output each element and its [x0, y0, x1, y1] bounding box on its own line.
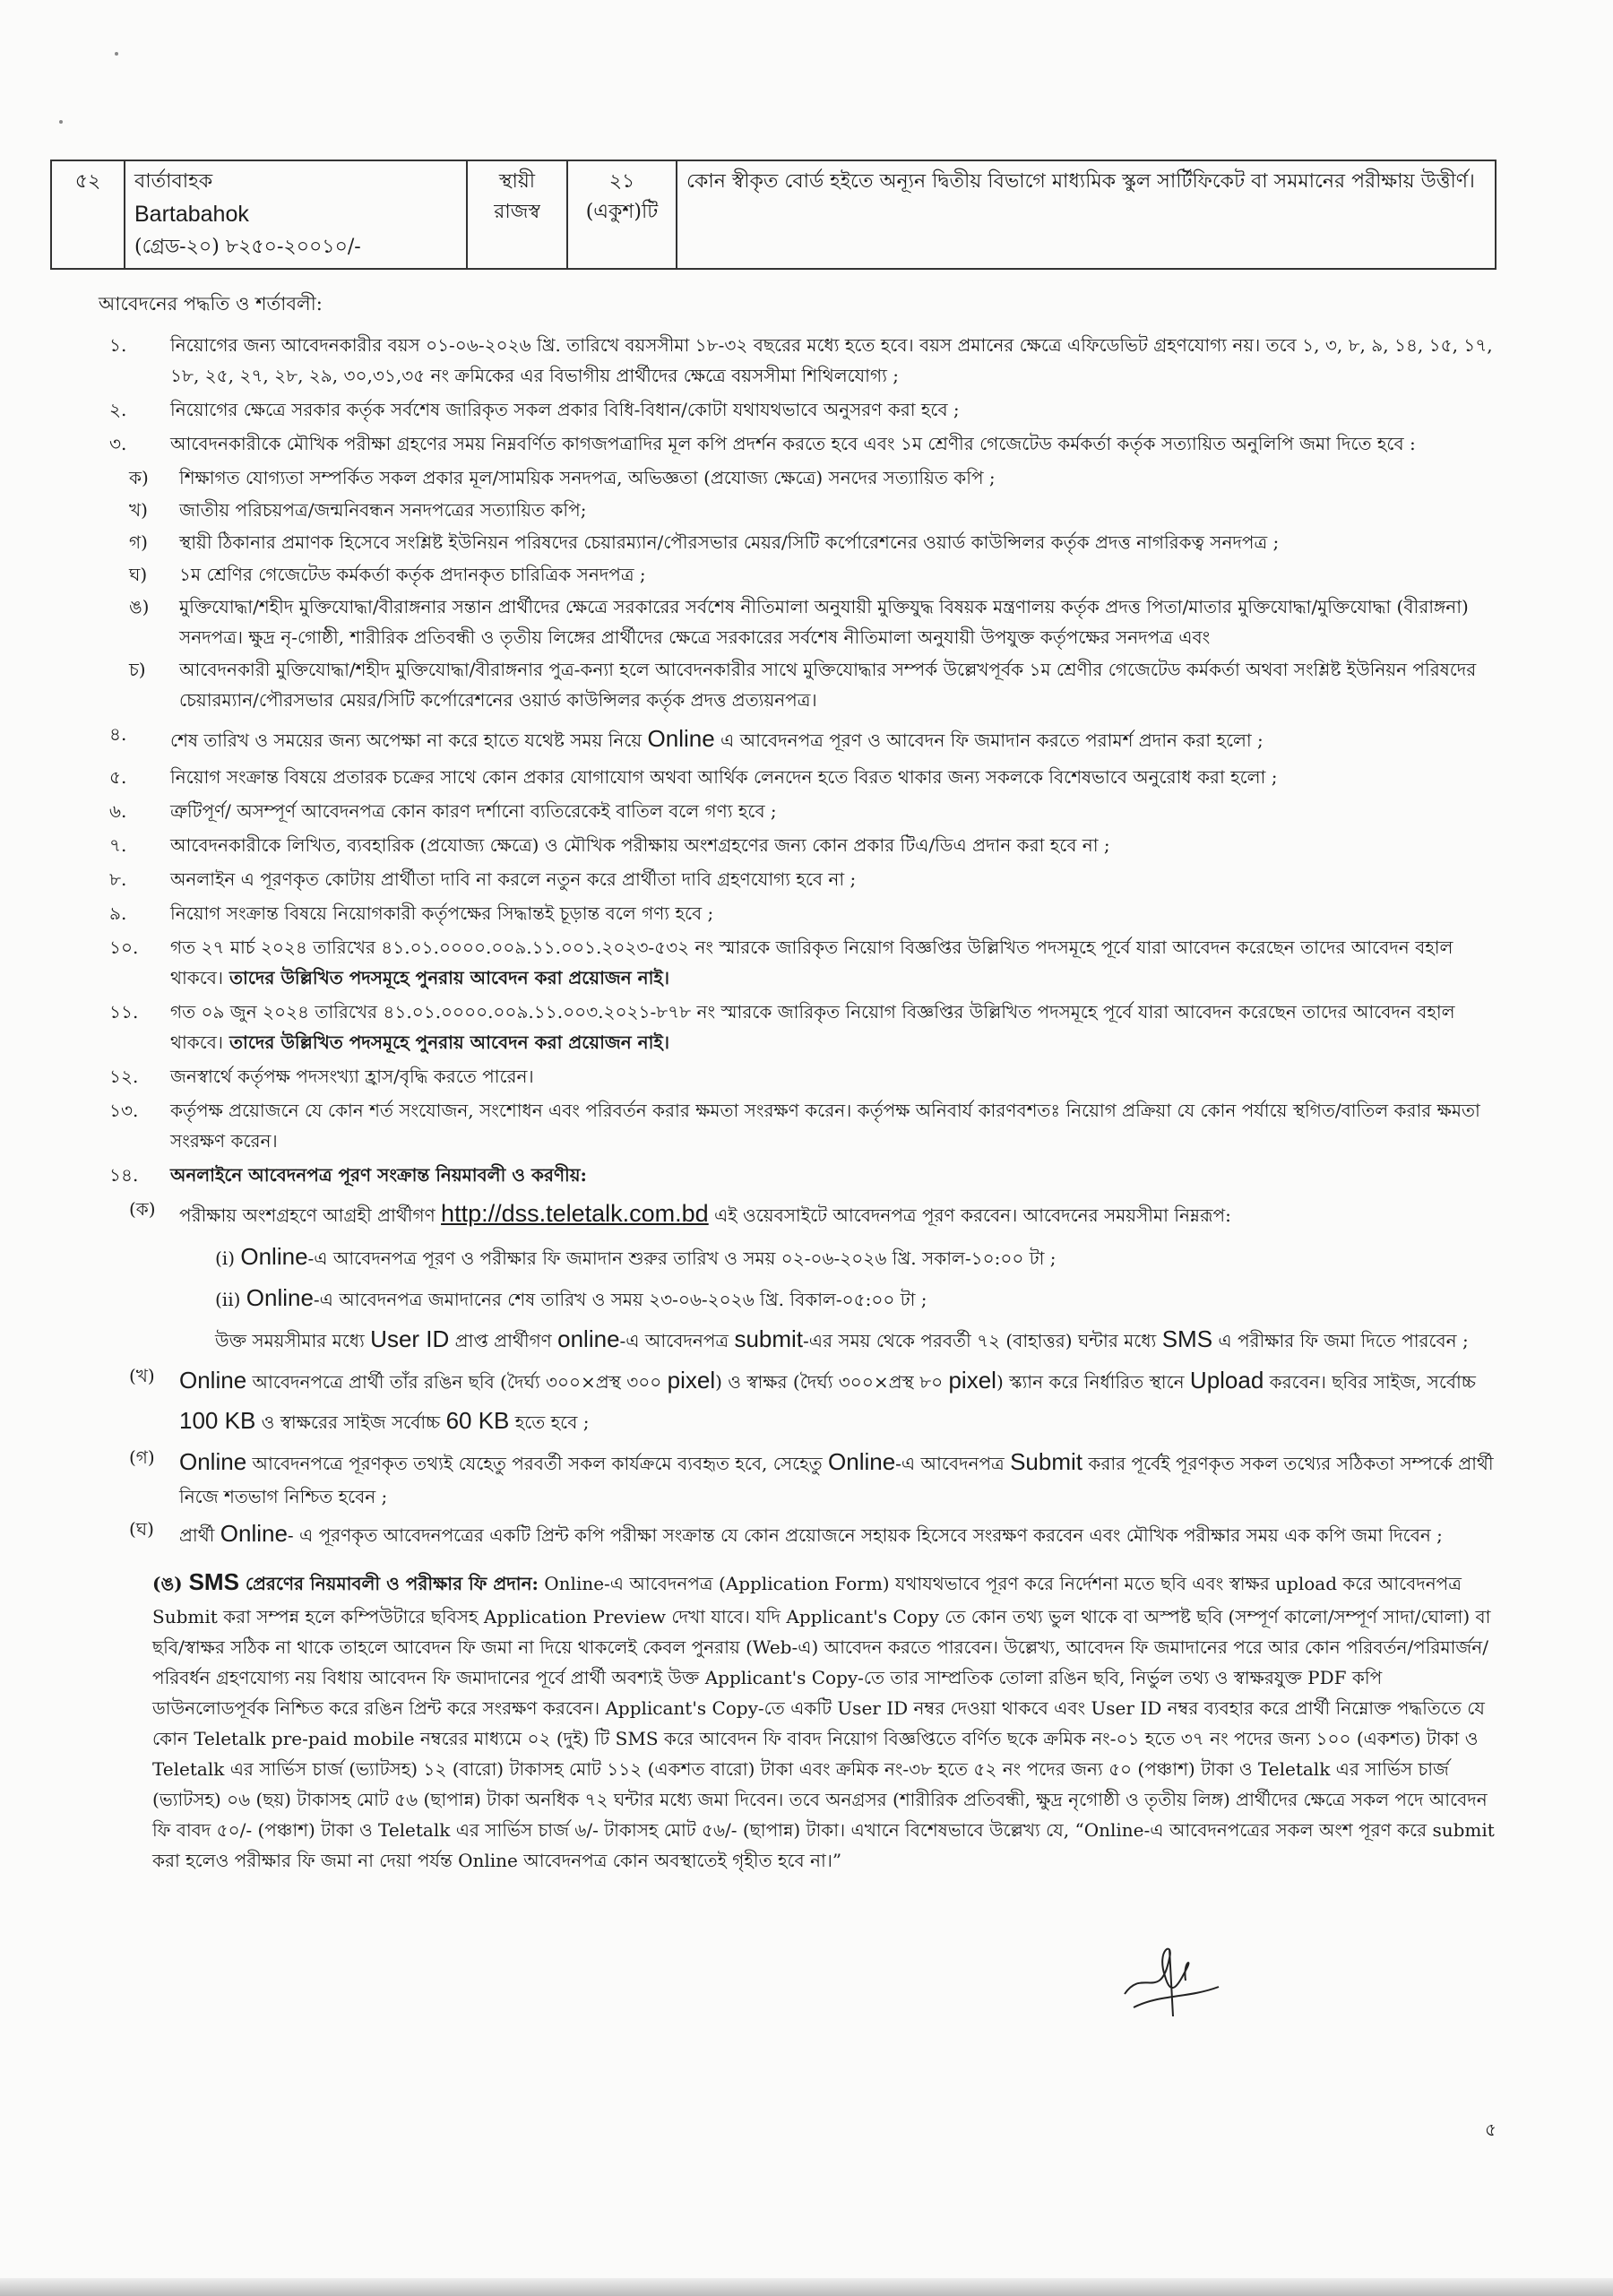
sms-term: SMS [1161, 1325, 1213, 1353]
condition-item [99, 428, 1497, 459]
post-table [50, 160, 1497, 270]
sub-text: করবেন। ছবির সাইজ, সর্বোচ্চ [1264, 1371, 1476, 1394]
sms-term: SMS [188, 1568, 239, 1596]
item-number: ২. [109, 398, 127, 420]
condition-item [99, 1095, 1497, 1156]
sub-text: প্রার্থী [179, 1523, 220, 1546]
item-text: গত ০৯ জুন ২০২৪ তারিখের ৪১.০১.০০০০.০০৯.১১.০০৩.২০২১-৮৭৮ নং স্মারকে জারিকৃত নিয়োগ বিজ্ঞপ্তির উল্লিখিত পদসমূহে পূর্বে যারা আবেদন করেছেন তাদের আবেদন বহাল থাকবে। [170, 1000, 1455, 1053]
online-term: Online [828, 1447, 896, 1475]
document-sub-item [99, 462, 1497, 493]
status-cell: স্থায়ী রাজস্ব [467, 160, 567, 269]
sub-text: -এ আবেদনপত্র [895, 1452, 1011, 1474]
submit-term: Submit [1010, 1447, 1083, 1475]
sms-title [183, 1573, 189, 1594]
item-title: অনলাইনে আবেদনপত্র পূরণ সংক্রান্ত নিয়মাবলী ও করণীয়: [170, 1163, 587, 1186]
item-number: ৩. [109, 432, 127, 454]
sub-text: পরীক্ষায় অংশগ্রহণে আগ্রহী প্রার্থীগণ [179, 1204, 442, 1226]
document-sub-item [99, 559, 1497, 590]
sub-text: আবেদনপত্রে প্রার্থী তাঁর রঙিন ছবি (দৈর্ঘ্য ৩০০×প্রস্থ ৩০০ [246, 1371, 668, 1394]
schedule-mark: (ii) [215, 1288, 241, 1310]
condition-item [99, 932, 1497, 993]
online-sub-item [99, 1360, 1497, 1439]
sub-mark: খ) [129, 498, 148, 521]
item-number: ৭. [109, 833, 127, 856]
document-sub-item [99, 591, 1497, 652]
schedule-text: -এ আবেদনপত্র জমাদানের শেষ তারিখ ও সময় ২৩-০৬-২০২৬ খ্রি. বিকাল-০৫:০০ টা ; [313, 1288, 927, 1310]
sms-body: Online-এ আবেদনপত্র (Application Form) যথাযথভাবে পূরণ করে নির্দেশনা মতে ছবি এবং স্বাক্ষর upload করে আবেদনপত্র Submit করা সম্পন্ন হলে কম্পিউটারে ছবিসহ Application Preview দেখা যাবে। যদি Applicant's Copy তে কোন তথ্য ভুল থাকে বা অস্পষ্ট ছবি (সম্পূর্ণ কালো/সম্পূর্ণ সাদা/ঘোলা) বা ছবি/স্বাক্ষর সঠিক না থাকে তাহলে আবেদন ফি জমা না দিয়ে থাকলেই কেবল পুনরায় (Web-এ) আবেদন করতে পারবেন। উল্লেখ্য, আবেদন ফি জমাদানের পরে আর কোন পরিবর্তন/পরিমার্জন/পরিবর্ধন গ্রহণযোগ্য নয় বিধায় আবেদন ফি জমাদানের পূর্বে প্রার্থী অবশ্যই উক্ত Applicant's Copy-তে তার সাম্প্রতিক তোলা রঙিন ছবি, নির্ভুল তথ্য ও স্বাক্ষরযুক্ত PDF কপি ডাউনলোডপূর্বক নিশ্চিত করে রঙিন প্রিন্ট করে সংরক্ষণ করবেন। Applicant's Copy-তে একটি User ID নম্বর দেওয়া থাকবে এবং User ID নম্বর ব্যবহার করে প্রার্থী নিম্নোক্ত পদ্ধতিতে যে কোন Teletalk pre-paid mobile নম্বরের মাধ্যমে ০২ (দুই) টি SMS করে আবেদন ফি বাবদ নিয়োগ বিজ্ঞপ্তিতে বর্ণিত ছকে ক্রমিক নং-০১ হতে ৩৭ নং পদের জন্য ১০০ (একশত) টাকা ও Teletalk এর সার্ভিস চার্জ (ভ্যাটসহ) ১২ (বারো) টাকাসহ মোট ১১২ (একশত বারো) টাকা এবং ক্রমিক নং-৩৮ হতে ৫২ নং পদের জন্য ৫০ (পঞ্চাশ) টাকা ও Teletalk এর সার্ভিস চার্জ (ভ্যাটসহ) ০৬ (ছয়) টাকাসহ মোট ৫৬ (ছাপান্ন) টাকা অনধিক ৭২ ঘন্টার মধ্যে জমা দিবেন। তবে অনগ্রসর (শারীরিক প্রতিবন্ধী, ক্ষুদ্র নৃগোষ্ঠী ও তৃতীয় লিঙ্গ) প্রার্থীদের ক্ষেত্রে সকল পদে আবেদন ফি বাবদ ৫০/- (পঞ্চাশ) টাকা ও Teletalk এর সার্ভিস চার্জ ৬/- টাকাসহ মোট ৫৬/- (ছাপান্ন) টাকা। এখানে বিশেষভাবে উল্লেখ্য যে, “Online-এ আবেদনপত্রের সকল অংশ পূরণ করে submit করা হলেও পরীক্ষার ফি জমা না দেয়া পর্যন্ত Online আবেদনপত্র কোন অবস্থাতেই গৃহীত হবে না।” [152, 1573, 1495, 1872]
user-id-term: User ID [370, 1325, 450, 1353]
sub-text: আবেদনকারী মুক্তিযোদ্ধা/শহীদ মুক্তিযোদ্ধা/বীরাঙ্গনার পুত্র-কন্যা হলে আবেদনকারীর সাথে মুক্তিযোদ্ধার সম্পর্ক উল্লেখপূর্বক ১ম শ্রেণীর গেজেটেড কর্মকর্তা অথবা সংশ্লিষ্ট ইউনিয়ন পরিষদের চেয়ারম্যান/পৌরসভার মেয়র/সিটি কর্পোরেশনের ওয়ার্ড কাউন্সিলর কর্তৃক প্রদত্ত প্রত্যয়নপত্র। [179, 658, 1477, 711]
condition-item [99, 796, 1497, 826]
scan-speck [59, 120, 63, 124]
condition-item [99, 997, 1497, 1057]
item-text: অনলাইন এ পূরণকৃত কোটায় প্রার্থীতা দাবি না করলে নতুন করে প্রার্থীতা দাবি গ্রহণযোগ্য হবে না ; [170, 867, 857, 890]
schedule-note [99, 1319, 1497, 1359]
sub-text: এই ওয়েবসাইটে আবেদনপত্র পূরণ করবেন। আবেদনের সময়সীমা নিম্নরূপ: [708, 1204, 1231, 1226]
item-text: জনস্বার্থে কর্তৃপক্ষ পদসংখ্যা হ্রাস/বৃদ্ধি করতে পারেন। [170, 1065, 534, 1087]
online-sub-item [99, 1514, 1497, 1553]
item-bold-text: তাদের উল্লিখিত পদসমূহে পুনরায় আবেদন করা প্রয়োজন নাই। [223, 1031, 669, 1053]
schedule-mark: (i) [215, 1247, 236, 1269]
item-number: ৮. [109, 867, 127, 890]
item-number: ১৪. [109, 1163, 139, 1186]
condition-item [99, 762, 1497, 792]
condition-item [99, 830, 1497, 860]
size-term: 60 KB [445, 1406, 510, 1434]
condition-item [99, 394, 1497, 425]
website-link[interactable]: http://dss.teletalk.com.bd [441, 1199, 709, 1227]
submit-term: submit [734, 1325, 804, 1353]
item-bold-text: তাদের উল্লিখিত পদসমূহে পুনরায় আবেদন করা প্রয়োজন নাই। [223, 966, 669, 988]
item-number: ৫. [109, 765, 127, 788]
post-name-bn: বার্তাবাহক [134, 170, 213, 193]
item-text: কর্তৃপক্ষ প্রয়োজনে যে কোন শর্ত সংযোজন, সংশোধন এবং পরিবর্তন করার ক্ষমতা সংরক্ষণ করেন। কর্তৃপক্ষ অনিবার্য কারণবশতঃ নিয়োগ প্রক্রিয়া যে কোন পর্যায়ে স্থগিত/বাতিল করার ক্ষমতা সংরক্ষণ করেন। [170, 1099, 1480, 1152]
page-number: ৫ [1485, 2119, 1497, 2140]
item-text: নিয়োগের জন্য আবেদনকারীর বয়স ০১-০৬-২০২৬ খ্রি. তারিখে বয়সসীমা ১৮-৩২ বছরের মধ্যে হতে হবে। বয়স প্রমানের ক্ষেত্রে এফিডেভিট গ্রহণযোগ্য নয়। তবে ১, ৩, ৮, ৯, ১৪, ১৫, ১৭, ১৮, ২৫, ২৭, ২৮, ২৯, ৩০,৩১,৩৫ নং ক্রমিকের এর বিভাগীয় প্রার্থীদের ক্ষেত্রে বয়সসীমা শিথিলযোগ্য ; [170, 333, 1493, 386]
sub-text: করার পূর্বেই পূরণকৃত সকল তথ্যের সঠিকতা সম্পর্কে প্রার্থী নিজে শতভাগ নিশ্চিত হবেন ; [179, 1452, 1494, 1507]
note-text: -এ আবেদনপত্র [619, 1330, 735, 1352]
note-text: প্রাপ্ত প্রার্থীগণ [449, 1330, 558, 1352]
schedule-line [99, 1237, 1497, 1276]
item-number: ৬. [109, 799, 127, 822]
sub-mark: (ক) [129, 1197, 156, 1220]
scan-bottom-edge [0, 2278, 1613, 2296]
condition-item [99, 1160, 1497, 1190]
scan-speck [115, 52, 118, 56]
conditions-section [99, 289, 1497, 1876]
item-text: নিয়োগ সংক্রান্ত বিষয়ে নিয়োগকারী কর্তৃপক্ষের সিদ্ধান্তই চূড়ান্ত বলে গণ্য হবে ; [170, 902, 714, 924]
item-number: ৯. [109, 902, 127, 924]
document-sub-item [99, 495, 1497, 525]
online-term: Online [179, 1367, 247, 1394]
sub-text: ও স্বাক্ষরের সাইজ সর্বোচ্চ [255, 1411, 446, 1433]
pixel-term: pixel [667, 1367, 716, 1394]
condition-item [99, 719, 1497, 758]
online-term: Online [240, 1242, 308, 1270]
size-term: 100 KB [179, 1406, 256, 1434]
sub-text: জাতীয় পরিচয়পত্র/জন্মনিবন্ধন সনদপত্রের সত্যায়িত কপি; [179, 498, 587, 521]
serial-cell: ৫২ [51, 160, 125, 269]
sub-text: শিক্ষাগত যোগ্যতা সম্পর্কিত সকল প্রকার মূল/সাময়িক সনদপত্র, অভিজ্ঞতা (প্রযোজ্য ক্ষেত্রে) সনদের সত্যায়িত কপি ; [179, 466, 996, 488]
count-cell: ২১ (একুশ)টি [567, 160, 677, 269]
table-row [51, 160, 1496, 269]
item-number: ১৩. [109, 1099, 139, 1121]
item-text: আবেদনকারীকে মৌখিক পরীক্ষা গ্রহণের সময় নিম্নবর্ণিত কাগজপত্রাদির মূল কপি প্রদর্শন করতে হবে এবং ১ম শ্রেণীর গেজেটেড কর্মকর্তা কর্তৃক সত্যায়িত অনুলিপি জমা দিতে হবে : [170, 432, 1416, 454]
sub-mark: ঙ) [129, 595, 150, 617]
condition-item [99, 1061, 1497, 1092]
signature-icon [1116, 1931, 1223, 2021]
sub-mark: গ) [129, 531, 148, 553]
sub-text: - এ পূরণকৃত আবেদনপত্রের একটি প্রিন্ট কপি পরীক্ষা সংক্রান্ত যে কোন প্রয়োজনে সহায়ক হিসেবে সংরক্ষণ করবেন এবং মৌখিক পরীক্ষার সময় এক কপি জমা দিবেন ; [287, 1523, 1443, 1546]
online-term: Online [246, 1283, 314, 1311]
sms-title: প্রেরণের নিয়মাবলী ও পরীক্ষার ফি প্রদান: [238, 1573, 539, 1595]
sub-text: হতে হবে ; [509, 1411, 590, 1433]
sub-mark: চ) [129, 658, 146, 680]
condition-item [99, 330, 1497, 391]
item-text: আবেদনকারীকে লিখিত, ব্যবহারিক (প্রযোজ্য ক্ষেত্রে) ও মৌখিক পরীক্ষায় অংশগ্রহণের জন্য কোন প্রকার টিএ/ডিএ প্রদান করা হবে না ; [170, 833, 1110, 856]
schedule-line [99, 1278, 1497, 1317]
sub-text: ) ও স্বাক্ষর (দৈর্ঘ্য ৩০০×প্রস্থ ৮০ [715, 1371, 949, 1394]
document-sub-item [99, 527, 1497, 557]
item-number: ৪. [109, 722, 127, 745]
condition-item [99, 898, 1497, 928]
item-text: ত্রুটিপূর্ণ/ অসম্পূর্ণ আবেদনপত্র কোন কারণ দর্শানো ব্যতিরেকেই বাতিল বলে গণ্য হবে ; [170, 799, 777, 822]
post-name-cell [125, 160, 467, 269]
item-text: এ আবেদনপত্র পূরণ ও আবেদন ফি জমাদান করতে পরামর্শ প্রদান করা হলো ; [714, 729, 1264, 751]
document-sub-item [99, 654, 1497, 715]
item-number: ১১. [109, 1000, 139, 1023]
sub-mark: (ঘ) [129, 1517, 154, 1540]
schedule-text: -এ আবেদনপত্র পূরণ ও পরীক্ষার ফি জমাদান শুরুর তারিখ ও সময় ০২-০৬-২০২৬ খ্রি. সকাল-১০:০০ টা ; [307, 1247, 1057, 1269]
pixel-term: pixel [948, 1367, 996, 1394]
post-name-en: Bartabahok [134, 202, 249, 228]
item-number: ১. [109, 333, 127, 356]
item-number: ১২. [109, 1065, 139, 1087]
item-text: নিয়োগ সংক্রান্ত বিষয়ে প্রতারক চক্রের সাথে কোন প্রকার যোগাযোগ অথবা আর্থিক লেনদেন হতে বিরত থাকার জন্য সকলকে বিশেষভাবে অনুরোধ করা হলো ; [170, 765, 1278, 788]
sub-text: মুক্তিযোদ্ধা/শহীদ মুক্তিযোদ্ধা/বীরাঙ্গনার সন্তান প্রার্থীদের ক্ষেত্রে সরকারের সর্বশেষ নীতিমালা অনুযায়ী মুক্তিযুদ্ধ বিষয়ক মন্ত্রণালয় কর্তৃক প্রদত্ত পিতা/মাতার মুক্তিযোদ্ধা/মুক্তিযোদ্ধা (বীরাঙ্গনা) সনদপত্র। ক্ষুদ্র নৃ-গোষ্ঠী, শারীরিক প্রতিবন্ধী ও তৃতীয় লিঙ্গের প্রার্থীদের ক্ষেত্রে সরকারের সর্বশেষ নীতিমালা অনুযায়ী উপযুক্ত কর্তৃপক্ষের সনদপত্র এবং [179, 595, 1469, 648]
sub-text: স্থায়ী ঠিকানার প্রমাণক হিসেবে সংশ্লিষ্ট ইউনিয়ন পরিষদের চেয়ারম্যান/পৌরসভার মেয়র/সিটি কর্পোরেশনের ওয়ার্ড কাউন্সিলর কর্তৃক প্রদত্ত নাগরিকত্ব সনদপত্র ; [179, 531, 1280, 553]
item-text: গত ২৭ মার্চ ২০২৪ তারিখের ৪১.০১.০০০০.০০৯.১১.০০১.২০২৩-৫৩২ নং স্মারকে জারিকৃত নিয়োগ বিজ্ঞপ্তির উল্লিখিত পদসমূহে পূর্বে যারা আবেদন করেছেন তাদের আবেদন বহাল থাকবে। [170, 936, 1453, 988]
note-text: এ পরীক্ষার ফি জমা দিতে পারবেন ; [1212, 1330, 1469, 1352]
item-text: নিয়োগের ক্ষেত্রে সরকার কর্তৃক সর্বশেষ জারিকৃত সকল প্রকার বিধি-বিধান/কোটা যথাযথভাবে অনুসরণ করা হবে ; [170, 398, 960, 420]
sms-paragraph [99, 1562, 1497, 1876]
section-heading: আবেদনের পদ্ধতি ও শর্তাবলী: [99, 293, 323, 315]
item-text: শেষ তারিখ ও সময়ের জন্য অপেক্ষা না করে হাতে যথেষ্ট সময় নিয়ে [170, 729, 648, 751]
condition-item [99, 864, 1497, 894]
upload-term: Upload [1189, 1367, 1264, 1394]
online-sub-item [99, 1442, 1497, 1512]
sub-mark: ঘ) [129, 563, 148, 585]
post-grade: (গ্রেড-২০) ৮২৫০-২০০১০/- [134, 235, 361, 258]
sub-text: ১ম শ্রেণির গেজেটেড কর্মকর্তা কর্তৃক প্রদানকৃত চারিত্রিক সনদপত্র ; [179, 563, 646, 585]
sub-mark: (খ) [129, 1365, 155, 1387]
qualification-cell: কোন স্বীকৃত বোর্ড হইতে অন্যূন দ্বিতীয় বিভাগে মাধ্যমিক স্কুল সার্টিফিকেট বা সমমানের পরীক্ষায় উত্তীর্ণ। [677, 160, 1496, 269]
online-term: Online [647, 724, 715, 752]
sub-mark: ক) [129, 466, 149, 488]
sub-mark: (গ) [129, 1446, 155, 1468]
online-term: Online [179, 1447, 247, 1475]
online-sub-item [99, 1194, 1497, 1235]
online-term: Online [220, 1519, 288, 1547]
sub-text: আবেদনপত্রে পূরণকৃত তথ্যই যেহেতু পরবর্তী সকল কার্যক্রমে ব্যবহৃত হবে, সেহেতু [246, 1452, 829, 1474]
sub-text: ) স্ক্যান করে নির্ধারিত স্থানে [996, 1371, 1190, 1394]
sms-mark: (ঙ) [152, 1573, 183, 1595]
item-number: ১০. [109, 936, 139, 958]
online-term: online [557, 1325, 620, 1353]
note-text: উক্ত সময়সীমার মধ্যে [215, 1330, 371, 1352]
note-text: -এর সময় থেকে পরবর্তী ৭২ (বাহাত্তর) ঘন্টার মধ্যে [803, 1330, 1162, 1352]
